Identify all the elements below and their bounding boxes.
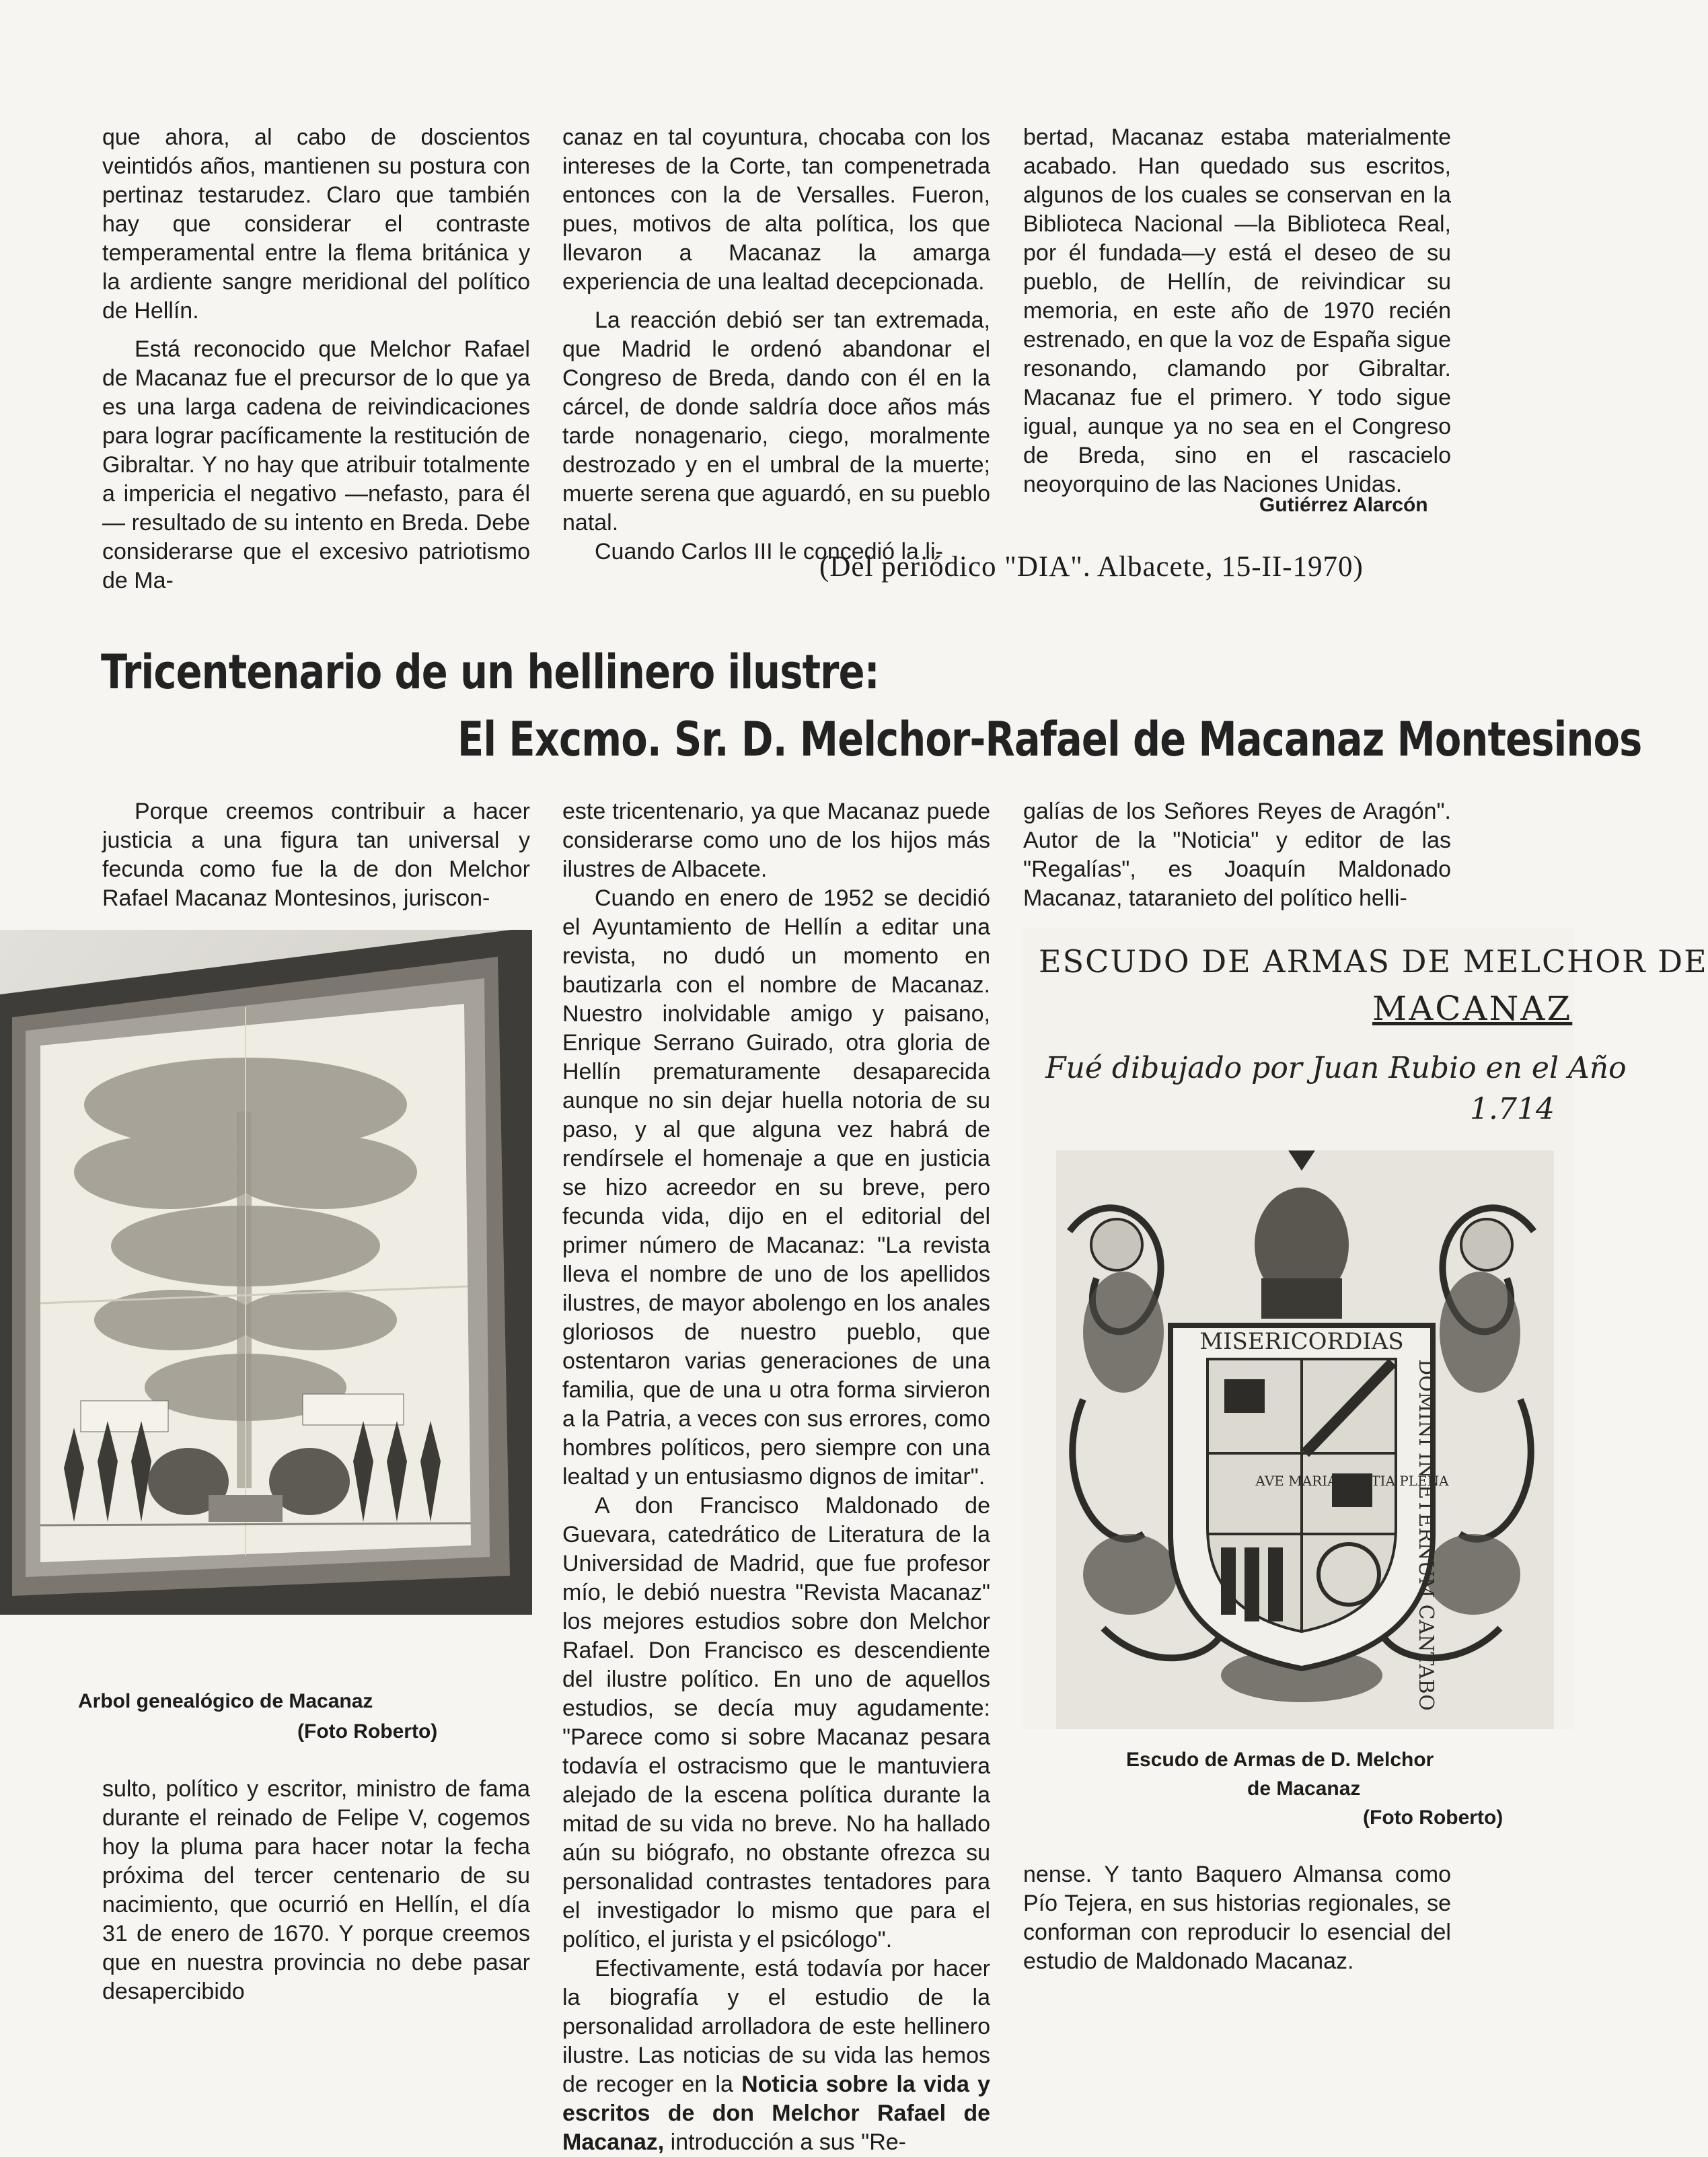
- drawing-title-line1: ESCUDO DE ARMAS DE MELCHOR DE: [1039, 943, 1708, 980]
- paragraph-tail: introducción a sus "Re-: [664, 2129, 906, 2155]
- source-note: (Del periódico "DIA". Albacete, 15-II-1970): [819, 551, 1364, 583]
- bold-book-title: Noticia sobre la vida y escritos de don Melchor Rafael de Macanaz,: [562, 2072, 990, 2155]
- paragraph: canaz en tal coyuntura, chocaba con los intereses de la Corte, tan compenetrada entonces con la de Versalles. Fueron, pues, motivos de alta política, los que llevaron a Macanaz la amarga experiencia de una lealtad decepcionada.: [562, 124, 990, 295]
- paragraph: [562, 1954, 990, 2157]
- shield-banner: AVE MARIA GRATIA PLENA: [1255, 1473, 1449, 1489]
- paragraph: este tricentenario, ya que Macanaz puede considerarse como uno de los hijos más ilustres de Albacete.: [562, 799, 990, 882]
- family-tree-photo: [0, 930, 532, 1615]
- coat-of-arms-caption-line2: de Macanaz: [1247, 1778, 1361, 1800]
- article-column-3-top: galías de los Señores Reyes de Aragón". Autor de la "Noticia" y editor de las "Regalías", es Joaquín Maldonado Macanaz, tataranieto del político helli-: [1023, 799, 1451, 911]
- coat-of-arms-caption-line1: Escudo de Armas de D. Melchor: [1126, 1749, 1434, 1771]
- coat-of-arms-drawing: [1023, 928, 1708, 1729]
- article-title-line1: Tricentenario de un hellinero ilustre:: [101, 645, 879, 700]
- paragraph: A don Francisco Maldonado de Guevara, catedrático de Literatura de la Universidad de Madrid, que fue profesor mío, le debió nuestra "Revista Macanaz" los mejores estudios sobre don Melchor Rafael. Don Francisco es descendiente del ilustre político. En uno de aquellos estudios, se decía muy agudamente: "Parece como si sobre Macanaz pesara todavía el ostracismo que le mantuviera alejado de la escena política durante la mitad de su vida no breve. No ha hallado aún su biógrafo, no obstante ofrezca su personalidad contrastes tentadores para el investigador lo mismo que para el político, el jurista y el psicólogo".: [562, 1493, 990, 1952]
- prev-article-column-1: [102, 123, 530, 595]
- drawing-title-line2: MACANAZ: [1372, 989, 1573, 1028]
- prev-article-column-3: [1023, 123, 1451, 499]
- drawing-subtitle-line1: Fué dibujado por Juan Rubio en el Año: [1045, 1051, 1627, 1085]
- shield-motto-side: DOMINI IN ETERNUM CANTABO: [1414, 1359, 1438, 1711]
- paragraph: Cuando Carlos III le concedió la li-: [595, 539, 943, 564]
- coat-of-arms-caption-line3: (Foto Roberto): [1363, 1806, 1503, 1829]
- article-column-2: [562, 797, 990, 2157]
- coat-of-arms-image: [1023, 928, 1574, 1729]
- family-tree-image: [0, 930, 532, 1615]
- paragraph: Está reconocido que Melchor Rafael de Macanaz fue el precursor de lo que ya es una larga cadena de reivindicaciones para lograr pacíficamente la restitución de Gibraltar. Y no hay que atribuir totalmente a impericia el negativo —nefasto, para él— resultado de su intento en Breda. Debe considerarse que el excesivo patriotismo de Ma-: [102, 336, 530, 593]
- family-tree-caption-line1: Arbol genealógico de Macanaz: [78, 1690, 373, 1712]
- drawing-subtitle-line2: 1.714: [1470, 1092, 1555, 1126]
- article-column-1-top: Porque creemos contribuir a hacer justicia a una figura tan universal y fecunda como fue la de don Melchor Rafael Macanaz Montesinos, juriscon-: [102, 799, 530, 911]
- family-tree-caption-line2: (Foto Roberto): [297, 1720, 438, 1743]
- paragraph: que ahora, al cabo de doscientos veintidós años, mantienen su postura con pertinaz testarudez. Claro que también hay que considerar el contraste temperamental entre la flema británica y la ardiente sangre meridional del político de Hellín.: [102, 124, 530, 324]
- article-title-line2: El Excmo. Sr. D. Melchor-Rafael de Macanaz Montesinos: [457, 712, 1642, 767]
- author-signature: Gutiérrez Alarcón: [1259, 494, 1428, 516]
- paragraph: bertad, Macanaz estaba materialmente acabado. Han quedado sus escritos, algunos de los cuales se conservan en la Biblioteca Nacional —la Biblioteca Real, por él fundada—y está el deseo de su pueblo, de Hellín, de reivindicar su memoria, en este año de 1970 recién estrenado, en que la voz de España sigue resonando, clamando por Gibraltar. Macanaz fue el primero. Y todo sigue igual, aunque ya no sea en el Congreso de Breda, sino en el rascacielo neoyorquino de las Naciones Unidas.: [1023, 124, 1451, 497]
- paragraph-text: Efectivamente, está todavía por hacer la biografía y el estudio de la personalidad arrolladora de este hellinero ilustre. Las noticias de su vida las hemos de recoger en la: [562, 1956, 990, 2097]
- paragraph: Cuando en enero de 1952 se decidió el Ayuntamiento de Hellín a editar una revista, no dudó un momento en bautizarla con el nombre de Macanaz. Nuestro inolvidable amigo y paisano, Enrique Serrano Guirado, otra gloria de Hellín prematuramente desaparecida aunque no sin dejar huella notoria de su paso, y al que alguna vez habrá de rendírsele el homenaje a que en justicia se hizo acreedor en su breve, pero fecunda vida, dijo en el editorial del primer número de Macanaz: "La revista lleva el nombre de uno de los apellidos ilustres, de mayor abolengo en los anales gloriosos de nuestro pueblo, que ostentaron varias generaciones de una familia, que de una u otra forma sirvieron a la Patria, a veces con sus errores, como hombres políticos, pero siempre con una lealtad y un entusiasmo dignos de imitar".: [562, 885, 990, 1490]
- shield-motto-top: MISERICORDIAS: [1199, 1328, 1404, 1355]
- prev-article-column-2: [562, 123, 990, 566]
- article-column-1-bottom: sulto, político y escritor, ministro de fama durante el reinado de Felipe V, cogemos hoy la pluma para hacer notar la fecha próxima del tercer centenario de su nacimiento, que ocurrió en Hellín, el día 31 de enero de 1670. Y porque creemos que en nuestra provincia no debe pasar desapercibido: [102, 1776, 530, 2004]
- paragraph: La reacción debió ser tan extremada, que Madrid le ordenó abandonar el Congreso de Breda, dando con él en la cárcel, de donde saldría doce años más tarde nonagenario, ciego, moralmente destrozado y en el umbral de la muerte; muerte serena que aguardó, en su pueblo natal.: [562, 307, 990, 536]
- article-column-3-bottom: nense. Y tanto Baquero Almansa como Pío Tejera, en sus historias regionales, se conforman con reproducir lo esencial del estudio de Maldonado Macanaz.: [1023, 1862, 1451, 1974]
